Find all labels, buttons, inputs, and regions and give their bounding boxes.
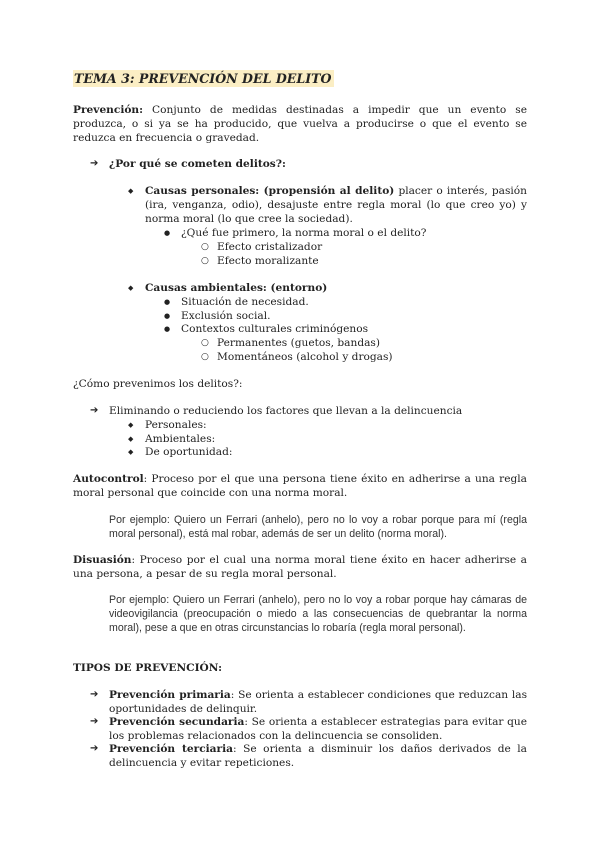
causas-ambientales-term: Causas ambientales: (entorno): [145, 282, 328, 294]
autocontrol-term: Autocontrol: [73, 473, 144, 485]
arrow-icon: ➔: [90, 689, 99, 700]
diamond-bullet-icon: ◆: [128, 421, 134, 429]
tipo-term: Prevención secundaria: [109, 716, 245, 728]
diamond-bullet-icon: ◆: [128, 187, 134, 195]
factor-item: Ambientales:: [145, 433, 216, 445]
circle-bullet-icon: ○: [201, 338, 209, 348]
arrow-icon: ➔: [90, 743, 99, 754]
tipos-heading: TIPOS DE PREVENCIÓN:: [73, 662, 222, 674]
factor-item: De oportunidad:: [145, 446, 233, 458]
arrow-icon: ➔: [90, 158, 99, 169]
autocontrol-paragraph: [73, 472, 527, 500]
disuasion-paragraph: [73, 553, 527, 581]
diamond-bullet-icon: ◆: [128, 284, 134, 292]
ambiental-subitem: Permanentes (guetos, bandas): [217, 337, 380, 349]
como-question: ¿Cómo prevenimos los delitos?:: [73, 378, 243, 390]
dot-bullet-icon: ●: [164, 229, 171, 237]
porque-heading: ¿Por qué se cometen delitos?:: [109, 158, 286, 170]
page-title: TEMA 3: PREVENCIÓN DEL DELITO: [73, 70, 334, 87]
prevencion-paragraph: [73, 103, 527, 145]
prevencion-term: Prevención:: [73, 104, 144, 116]
como-answer: Eliminando o reduciendo los factores que llevan a la delincuencia: [109, 405, 463, 417]
ambiental-item: Situación de necesidad.: [181, 296, 309, 308]
dot-bullet-icon: ●: [164, 325, 171, 333]
tipo-item: [109, 688, 527, 716]
autocontrol-definition: : Proceso por el que una persona tiene éxito en adherirse a una regla moral personal que coincide con una norma moral.: [73, 473, 527, 499]
tipo-item: [109, 715, 527, 743]
tipo-term: Prevención primaria: [109, 689, 231, 701]
question-moral: ¿Qué fue primero, la norma moral o el delito?: [181, 227, 427, 239]
circle-bullet-icon: ○: [201, 242, 209, 252]
effect-item: Efecto moralizante: [217, 255, 319, 267]
effect-item: Efecto cristalizador: [217, 241, 323, 253]
ambiental-item: Exclusión social.: [181, 310, 271, 322]
disuasion-definition: : Proceso por el cual una norma moral tiene éxito en hacer adherirse a una persona, a pesar de su regla moral personal.: [73, 554, 527, 580]
ambiental-item: Contextos culturales criminógenos: [181, 323, 369, 335]
causas-personales-text: placer o interés, pasión (ira, venganza, odio), desajuste entre regla moral (lo que creo yo) y norma moral (lo que cree la sociedad).: [145, 185, 527, 225]
tipo-item: [109, 742, 527, 770]
autocontrol-example: Por ejemplo: Quiero un Ferrari (anhelo), pero no lo voy a robar porque para mí (regla moral personal), está mal robar, además de ser un delito (norma moral).: [109, 514, 527, 540]
dot-bullet-icon: ●: [164, 298, 171, 306]
disuasion-term: Disuasión: [73, 554, 132, 566]
disuasion-example: Por ejemplo: Quiero un Ferrari (anhelo), pero no lo voy a robar porque hay cámaras de videovigilancia (preocupación o miedo a las consecuencias de quebrantar la norma moral), pese a que en otras circunstancias lo robaría (regla moral personal).: [109, 594, 527, 634]
arrow-icon: ➔: [90, 405, 99, 416]
tipo-term: Prevención terciaria: [109, 743, 234, 755]
tipo-text: : Se orienta a establecer estrategias para evitar que los problemas relacionados con la delincuencia se consoliden.: [109, 716, 527, 742]
factor-item: Personales:: [145, 419, 207, 431]
causas-personales-term: Causas personales: (propensión al delito): [145, 185, 395, 197]
tipo-text: : Se orienta a disminuir los daños derivados de la delincuencia y evitar repeticiones.: [109, 743, 527, 769]
prevencion-definition: Conjunto de medidas destinadas a impedir que un evento se produzca, o si ya se ha producido, que vuelva a producirse o que el evento se reduzca en frecuencia o gravedad.: [73, 104, 527, 144]
diamond-bullet-icon: ◆: [128, 448, 134, 456]
circle-bullet-icon: ○: [201, 352, 209, 362]
ambiental-subitem: Momentáneos (alcohol y drogas): [217, 351, 393, 363]
arrow-icon: ➔: [90, 716, 99, 727]
dot-bullet-icon: ●: [164, 312, 171, 320]
diamond-bullet-icon: ◆: [128, 435, 134, 443]
circle-bullet-icon: ○: [201, 256, 209, 266]
tipo-text: : Se orienta a establecer condiciones que reduzcan las oportunidades de delinquir.: [109, 689, 527, 715]
causas-personales-paragraph: [145, 184, 527, 226]
